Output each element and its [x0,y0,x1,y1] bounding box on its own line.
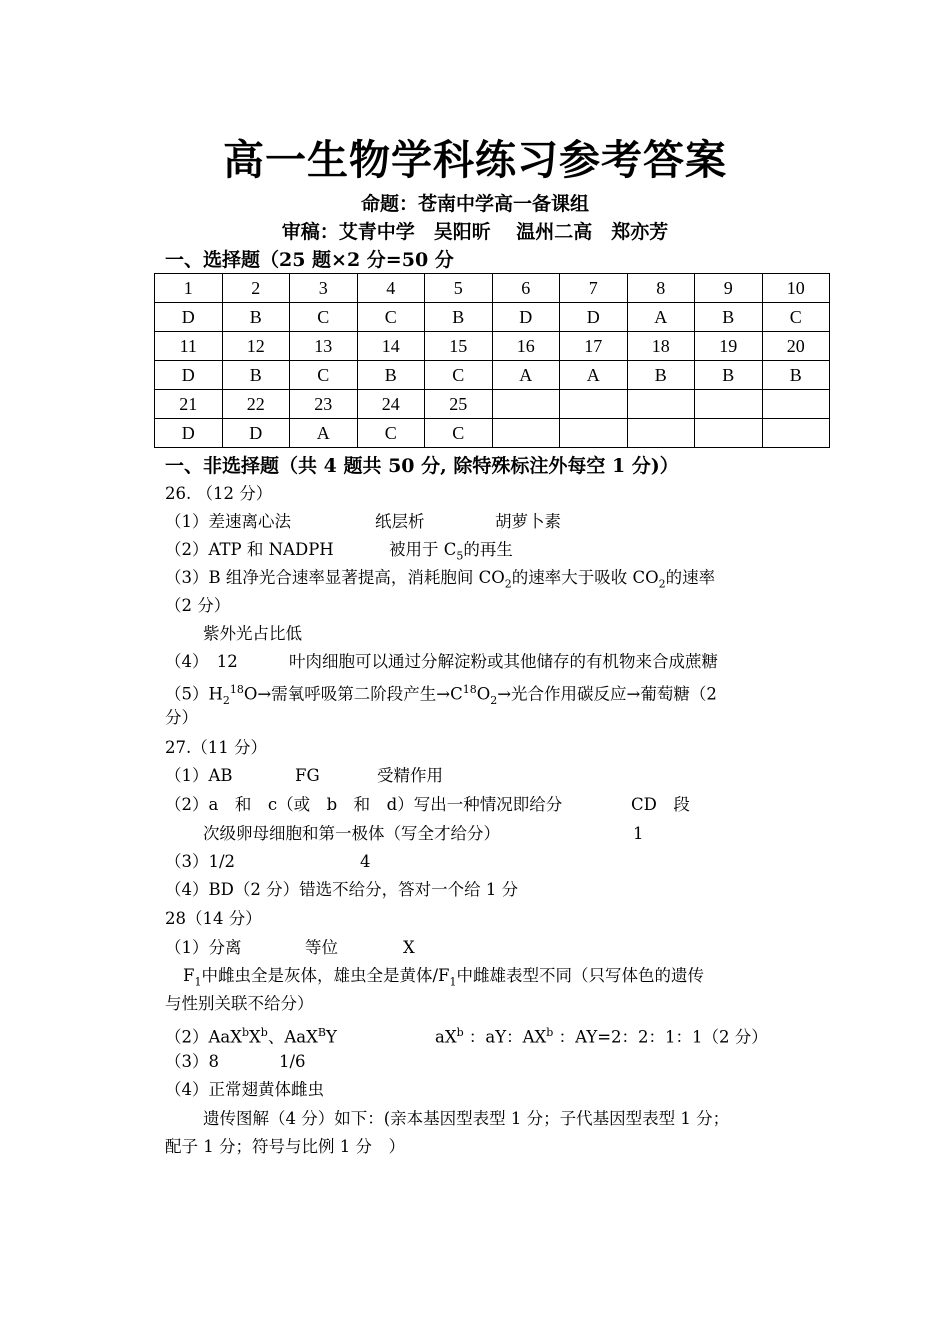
question-number-cell: 2 [222,274,290,303]
question-number-cell: 14 [357,332,425,361]
answer-cell: B [222,303,290,332]
answer-cell: C [290,361,358,390]
q26-line-3-score: （2 分） [165,596,231,615]
answer-table [154,273,830,448]
question-number-cell: 13 [290,332,358,361]
q27-1-answer-c: 受精作用 [377,766,443,785]
answer-cell: B [222,361,290,390]
q27-2-answer-b: CD 段 [631,795,690,814]
question-number-cell: 7 [560,274,628,303]
q27-3-answer-b: 4 [360,852,371,871]
answer-cell: A [290,419,358,448]
answer-cell: D [155,361,223,390]
q28-heading: 28（14 分） [165,909,262,928]
q27-2-answer-a: （2）a 和 c（或 b 和 d）写出一种情况即给分 [165,795,563,814]
answer-cell: B [357,361,425,390]
question-number-cell [627,390,695,419]
q26-1-answer-a: （1）差速离心法 [165,512,291,531]
author-line: 命题：苍南中学高一备课组 [360,193,589,215]
answer-cell: A [492,361,560,390]
q28-line-7: 遗传图解（4 分）如下：(亲本基因型表型 1 分；子代基因型表型 1 分； [203,1109,730,1128]
question-number-cell: 19 [695,332,763,361]
answer-cell: C [762,303,830,332]
q28-line-2: $F_1$中雌虫全是灰体，雄虫全是黄体$/F_1$中雌雄表型不同（只写体色的遗传 [183,966,704,989]
question-number-cell: 11 [155,332,223,361]
answer-cell: C [425,361,493,390]
answer-cell: C [425,419,493,448]
q28-2-answer-a: $(2)AaX^bX^b$、AaX$^B$Y [165,1026,337,1047]
question-number-cell: 6 [492,274,560,303]
q26-2-answer-b: 被用于 $C_5$的再生 [389,540,513,563]
q28-1-answer-a: （1）分离 [165,938,242,957]
question-number-cell [560,390,628,419]
q28-line-3: 与性别关联不给分） [165,994,314,1013]
question-number-cell [695,390,763,419]
q27-1-answer-b: FG [295,766,320,785]
answer-cell: B [627,361,695,390]
q27-1-answer-a: （1）AB [165,766,233,785]
answer-cell [762,419,830,448]
question-number-cell: 15 [425,332,493,361]
answer-cell: D [222,419,290,448]
question-number-cell: 3 [290,274,358,303]
answer-row [155,361,830,390]
question-number-cell: 20 [762,332,830,361]
answer-cell: A [560,361,628,390]
question-number-cell: 18 [627,332,695,361]
question-number-row [155,274,830,303]
q26-line-6: $(5)H_2^{18}O\to$需氧呼吸第二阶段产生$\to C^{18}O_2\to$光合作用碳反应→葡萄糖（2 [165,683,717,707]
question-number-cell [762,390,830,419]
q26-heading: 26. （12 分） [165,484,273,503]
question-number-cell: 5 [425,274,493,303]
answer-cell: A [627,303,695,332]
question-number-cell: 12 [222,332,290,361]
answer-row [155,303,830,332]
q28-2-answer-b: $aX^b$ ：aY：$AX^b$ ：AY=2：2：1：1（2 分） [435,1026,768,1047]
answer-cell: B [762,361,830,390]
answer-cell [695,419,763,448]
answer-row [155,419,830,448]
question-number-cell: 10 [762,274,830,303]
answer-cell: C [290,303,358,332]
question-number-cell: 17 [560,332,628,361]
q26-line-7: 分） [165,708,198,727]
section-multiple-choice-heading: 一、选择题（25 题×2 分=50 分 [165,249,454,271]
question-number-cell [492,390,560,419]
q27-heading: 27.（11 分） [165,738,267,757]
q27-2-answer-c: 次级卵母细胞和第一极体（写全才给分） [203,824,500,843]
q27-2-answer-d: 1 [633,824,644,843]
question-number-cell: 21 [155,390,223,419]
question-number-cell: 25 [425,390,493,419]
answer-cell [560,419,628,448]
q26-2-answer-a: （2）ATP 和 NADPH [165,540,334,559]
q26-1-answer-b: 纸层析 [375,512,425,531]
question-number-cell: 22 [222,390,290,419]
page-title: 高一生物学科练习参考答案 [223,136,727,184]
question-number-cell: 24 [357,390,425,419]
answer-cell: D [155,419,223,448]
q28-3-answer-a: （3）8 [165,1052,219,1071]
q28-1-answer-b: 等位 [305,938,338,957]
answer-cell: D [560,303,628,332]
answer-cell: B [695,361,763,390]
section-non-choice-heading: 一、非选择题（共 4 题共 50 分, 除特殊标注外每空 1 分)） [165,455,679,477]
question-number-cell: 1 [155,274,223,303]
answer-cell [627,419,695,448]
answer-cell: C [357,419,425,448]
q27-3-answer-a: （3）1/2 [165,852,236,871]
question-number-row [155,332,830,361]
answer-cell: D [492,303,560,332]
question-number-cell: 9 [695,274,763,303]
q28-3-answer-b: 1/6 [279,1052,306,1071]
question-number-cell: 4 [357,274,425,303]
q27-line-5: （4）BD（2 分）错选不给分，答对一个给 1 分 [165,880,519,899]
answer-cell: D [155,303,223,332]
answer-cell: C [357,303,425,332]
q28-line-8: 配子 1 分；符号与比例 1 分 ） [165,1137,405,1156]
q26-1-answer-c: 胡萝卜素 [495,512,561,531]
q28-line-6: （4）正常翅黄体雌虫 [165,1080,324,1099]
q26-4-answer-a: （4） 12 [165,652,238,671]
answer-cell: B [425,303,493,332]
question-number-cell: 8 [627,274,695,303]
question-number-cell: 23 [290,390,358,419]
question-number-row [155,390,830,419]
q28-1-answer-c: X [403,938,415,957]
q26-4-answer-b: 叶肉细胞可以通过分解淀粉或其他储存的有机物来合成蔗糖 [289,652,718,671]
q26-line-3: （3）B 组净光合速率显著提高，消耗胞间 $CO_2$的速率大于吸收 $CO_2$的速率 [165,568,716,591]
question-number-cell: 16 [492,332,560,361]
q26-line-4: 紫外光占比低 [203,624,302,643]
review-line: 审稿：艾青中学 吴阳昕 温州二高 郑亦芳 [281,221,669,243]
answer-cell [492,419,560,448]
answer-cell: B [695,303,763,332]
